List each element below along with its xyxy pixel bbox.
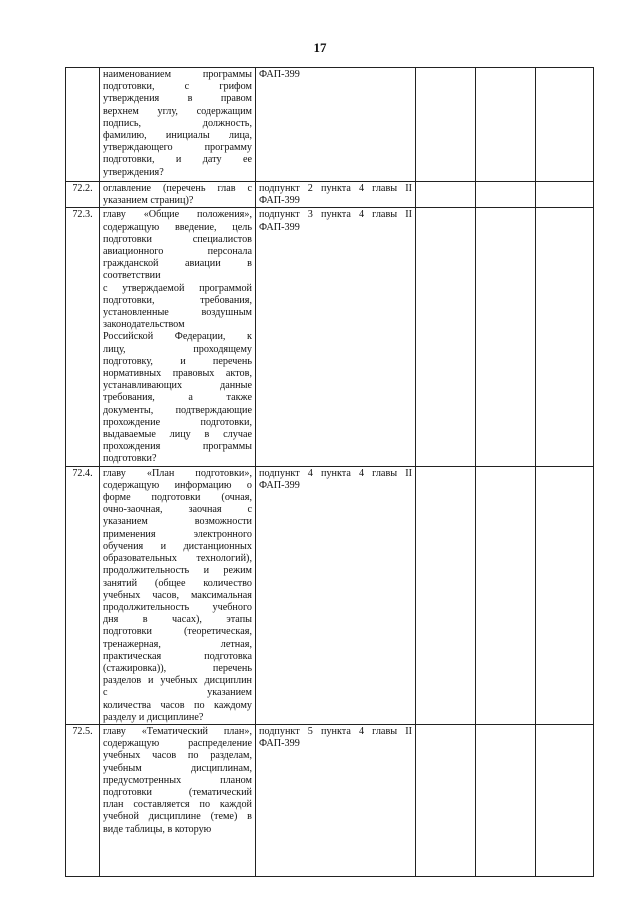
checklist-table — [65, 67, 594, 877]
requirement-line: практическая подготовка — [103, 650, 252, 662]
requirement-line: форме подготовки (очная, — [103, 492, 252, 504]
requirement-line: указанием страниц)? — [103, 195, 194, 207]
requirement-line: гражданской авиации в — [103, 258, 252, 270]
regulation-reference — [256, 208, 416, 466]
empty-cell — [536, 68, 594, 182]
requirement-text — [100, 208, 256, 466]
requirement-line: разделов и учебных дисциплин — [103, 675, 252, 687]
requirement-line: подпись, должность, — [103, 117, 252, 129]
requirement-line: установленные воздушным — [103, 307, 252, 319]
regulation-reference — [256, 68, 416, 182]
requirement-line: тренажерная, летная, — [103, 638, 252, 650]
requirement-line: учебных часов по разделам, — [103, 750, 252, 762]
table-row — [66, 724, 594, 876]
requirement-line: главу «Общие положения», — [103, 209, 252, 221]
empty-cell — [536, 466, 594, 724]
requirement-line: (стажировка)), перечень — [103, 662, 252, 674]
requirement-line: образовательных технологий), — [103, 553, 252, 565]
requirement-line: учебным дисциплинам, — [103, 762, 252, 774]
requirement-line: подготовки специалистов — [103, 233, 252, 245]
requirement-line: прохождение подготовки, — [103, 416, 252, 428]
empty-cell — [536, 724, 594, 876]
reference-line: ФАП-399 — [259, 221, 300, 233]
requirement-line: документы, подтверждающие — [103, 404, 252, 416]
reference-line: подпункт 4 пункта 4 главы II — [259, 467, 412, 479]
requirement-line: соответствии — [103, 270, 161, 282]
requirement-line: выдаваемые лицу в случае — [103, 429, 252, 441]
requirement-line: план составляется по каждой — [103, 799, 252, 811]
empty-cell — [476, 466, 536, 724]
requirement-line: наименованием программы — [103, 69, 252, 80]
requirement-line: утверждающего программу — [103, 142, 252, 154]
requirement-text — [100, 182, 256, 208]
empty-cell — [536, 182, 594, 208]
requirement-text — [100, 724, 256, 876]
table-row — [66, 208, 594, 466]
requirement-line: подготовки, требования, — [103, 294, 252, 306]
empty-cell — [476, 68, 536, 182]
requirement-line: содержащую информацию о — [103, 479, 252, 491]
requirement-line: подготовки, с грифом — [103, 81, 252, 93]
empty-cell — [416, 724, 476, 876]
requirement-line: прохождения программы — [103, 441, 252, 453]
requirement-line: учебной дисциплине (теме) в — [103, 811, 252, 823]
empty-cell — [416, 182, 476, 208]
requirement-line: подготовку, и перечень — [103, 355, 252, 367]
reference-line: подпункт 2 пункта 4 главы II — [259, 183, 412, 194]
requirement-line: главу «Тематический план», — [103, 725, 252, 737]
requirement-line: Российской Федерации, к — [103, 331, 252, 343]
requirement-text — [100, 68, 256, 182]
reference-line: подпункт 5 пункта 4 главы II — [259, 725, 412, 737]
requirement-line: главу «План подготовки», — [103, 467, 252, 479]
table-row — [66, 466, 594, 724]
empty-cell — [476, 724, 536, 876]
requirement-line: содержащую введение, цель — [103, 221, 252, 233]
item-number: 72.4. — [66, 466, 100, 724]
reference-line: ФАП-399 — [259, 195, 300, 207]
requirement-line: разделу и дисциплине? — [103, 711, 204, 723]
requirement-line: виде таблицы, в которую — [103, 823, 212, 835]
item-number: 72.5. — [66, 724, 100, 876]
empty-cell — [536, 208, 594, 466]
requirement-line: устанавливающих данные — [103, 380, 252, 392]
requirement-line: лицу, проходящему — [103, 343, 252, 355]
reference-line: ФАП-399 — [259, 69, 300, 80]
requirement-line: количества часов по каждому — [103, 699, 252, 711]
item-number: 72.3. — [66, 208, 100, 466]
requirement-line: учебных часов, максимальная — [103, 589, 252, 601]
requirement-line: требования, а также — [103, 392, 252, 404]
table-row — [66, 68, 594, 182]
empty-cell — [476, 208, 536, 466]
requirement-line: фамилию, инициалы лица, — [103, 130, 252, 142]
requirement-line: с указанием — [103, 687, 252, 699]
requirement-line: подготовки (теоретическая, — [103, 626, 252, 638]
requirement-line: продолжительность учебного — [103, 601, 252, 613]
item-number — [66, 68, 100, 182]
regulation-reference — [256, 182, 416, 208]
requirement-line: содержащую распределение — [103, 738, 252, 750]
table-row — [66, 182, 594, 208]
requirement-line: указанием возможности — [103, 516, 252, 528]
item-number: 72.2. — [66, 182, 100, 208]
requirement-line: очно-заочная, заочная с — [103, 504, 252, 516]
reference-line: подпункт 3 пункта 4 главы II — [259, 209, 412, 221]
requirement-line: авиационного персонала — [103, 246, 252, 258]
requirement-line: нормативных правовых актов, — [103, 368, 252, 380]
regulation-reference — [256, 724, 416, 876]
requirement-line: подготовки (тематический — [103, 786, 252, 798]
requirement-line: подготовки, и дату ее — [103, 154, 252, 166]
requirement-line: предусмотренных планом — [103, 774, 252, 786]
page-number: 17 — [313, 40, 327, 55]
reference-line: ФАП-399 — [259, 738, 300, 750]
requirement-line: с утверждаемой программой — [103, 282, 252, 294]
empty-cell — [416, 68, 476, 182]
regulation-reference — [256, 466, 416, 724]
requirement-line: подготовки? — [103, 453, 157, 465]
empty-cell — [416, 466, 476, 724]
requirement-line: утверждения в правом — [103, 93, 252, 105]
empty-cell — [476, 182, 536, 208]
requirement-line: утверждения? — [103, 166, 164, 178]
reference-line: ФАП-399 — [259, 479, 300, 491]
requirement-line: верхнем углу, содержащим — [103, 105, 252, 117]
requirement-text — [100, 466, 256, 724]
requirement-line: обучения и дистанционных — [103, 540, 252, 552]
requirement-line: законодательством — [103, 319, 185, 331]
requirement-line: занятий (общее количество — [103, 577, 252, 589]
requirement-line: продолжительность и режим — [103, 565, 252, 577]
empty-cell — [416, 208, 476, 466]
requirement-line: дня в часах), этапы — [103, 614, 252, 626]
requirement-line: применения электронного — [103, 528, 252, 540]
requirement-line: оглавление (перечень глав с — [103, 183, 252, 194]
